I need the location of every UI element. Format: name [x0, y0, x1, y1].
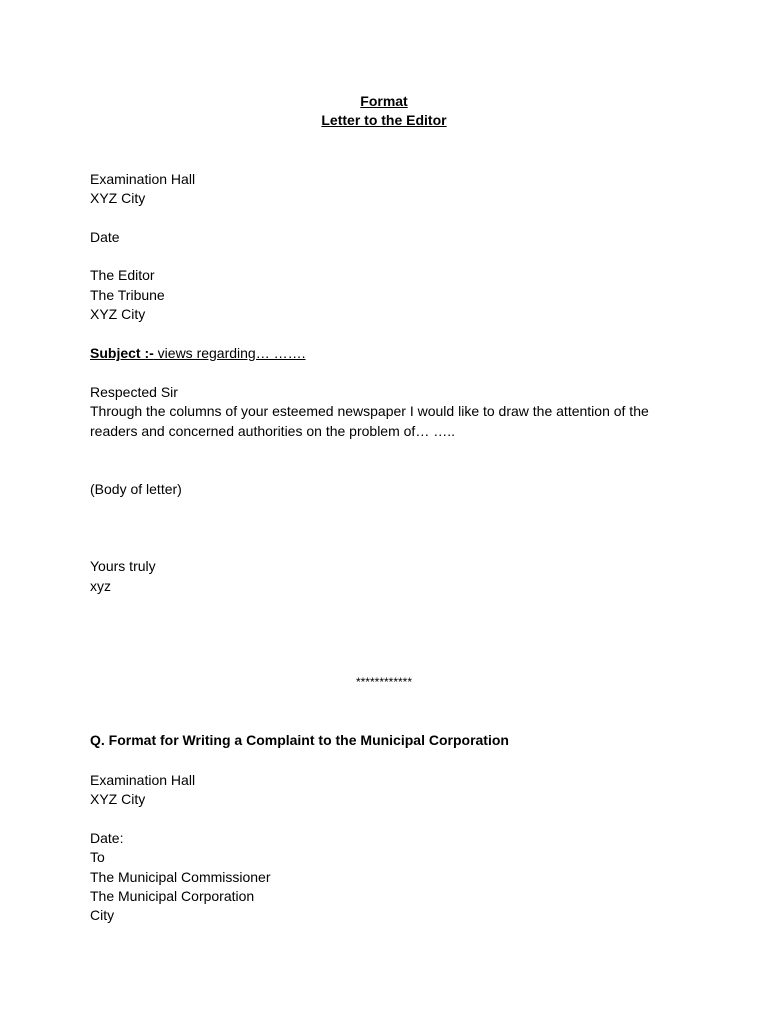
heading-letter-to-editor: Letter to the Editor: [321, 112, 447, 128]
subject-text: views regarding… …….: [153, 345, 306, 361]
recipient2-line-2: The Municipal Corporation: [90, 888, 255, 904]
recipient2-line-3: City: [90, 907, 115, 923]
recipient-line-2: The Tribune: [90, 287, 165, 303]
separator-stars: ************: [355, 675, 413, 689]
intro-line-1: Through the columns of your esteemed newspaper I would like to draw the attention of the: [90, 403, 649, 419]
subject-label: Subject :-: [90, 345, 154, 361]
to-line: To: [90, 849, 105, 865]
question-title: Q. Format for Writing a Complaint to the Municipal Corporation: [90, 732, 509, 748]
subject-line: [90, 344, 306, 363]
sender-line-1: Examination Hall: [90, 171, 196, 187]
sender-line-2: XYZ City: [90, 190, 146, 206]
date-line: Date: [90, 229, 120, 245]
sender2-line-1: Examination Hall: [90, 772, 196, 788]
intro-line-2: readers and concerned authorities on the problem of… …..: [90, 423, 455, 439]
heading-format: Format: [360, 93, 408, 109]
closing: Yours truly: [90, 558, 156, 574]
body-placeholder: (Body of letter): [90, 481, 182, 497]
recipient-line-3: XYZ City: [90, 306, 146, 322]
sender2-line-2: XYZ City: [90, 791, 146, 807]
date2-line: Date:: [90, 830, 124, 846]
salutation: Respected Sir: [90, 384, 178, 400]
recipient2-line-1: The Municipal Commissioner: [90, 869, 271, 885]
recipient-line-1: The Editor: [90, 267, 155, 283]
signature: xyz: [90, 578, 111, 594]
